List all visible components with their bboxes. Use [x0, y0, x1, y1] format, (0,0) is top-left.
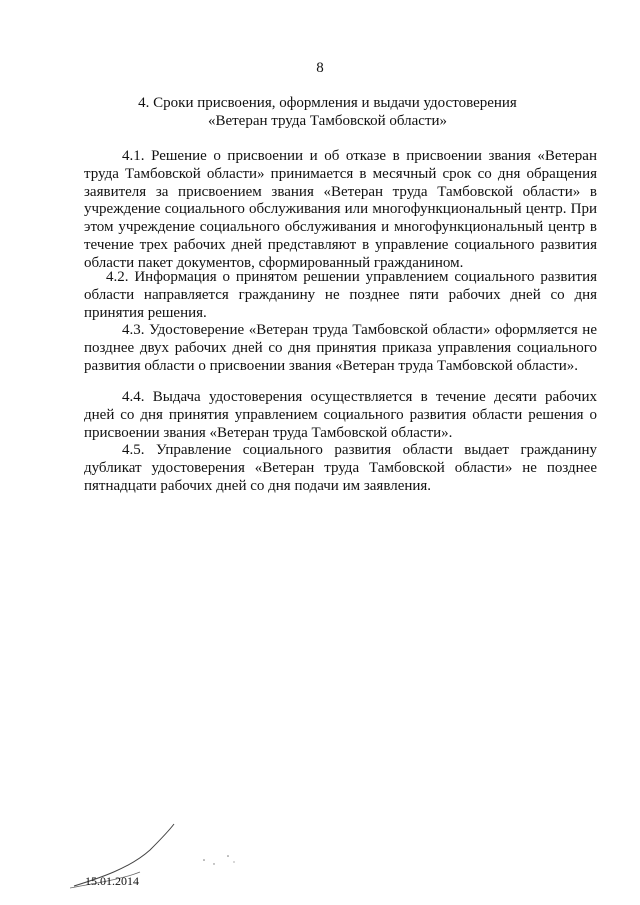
paragraph-4-3: 4.3. Удостоверение «Ветеран труда Тамбовской области» оформляется не позднее двух рабочих дней со дня принятия приказа управления социального развития области о присвоении звания «Ветеран труда Тамбовской области».	[84, 322, 597, 374]
document-date: 15.01.2014	[85, 874, 139, 888]
section-heading	[60, 94, 595, 130]
paragraph-4-5: 4.5. Управление социального развития области выдает гражданину дубликат удостоверения «Ветеран труда Тамбовской области» не позднее пятнадцати рабочих дней со дня подачи им заявления.	[84, 442, 597, 494]
paragraph-4-1: 4.1. Решение о присвоении и об отказе в присвоении звания «Ветеран труда Тамбовской области» принимается в месячный срок со дня обращения заявителя за присвоением звания «Ветеран труда Тамбовской области» в учреждение социального обслуживания или многофункциональный центр. При этом учреждение социального обслуживания и многофункциональный центр в течение трех рабочих дней представляют в управление социального развития области пакет документов, сформированный гражданином.	[84, 148, 597, 271]
scan-speckles	[200, 850, 250, 870]
page-number: 8	[316, 60, 324, 76]
section-heading-line-2: «Ветеран труда Тамбовской области»	[207, 113, 448, 129]
section-heading-line-1: 4. Сроки присвоения, оформления и выдачи удостоверения	[138, 95, 517, 111]
paragraph-4-4: 4.4. Выдача удостоверения осуществляется в течение десяти рабочих дней со дня принятия управлением социального развития области решения о присвоении звания «Ветеран труда Тамбовской области».	[84, 389, 597, 441]
paragraph-4-2: 4.2. Информация о принятом решении управлением социального развития области направляется гражданину не позднее пяти рабочих дней со дня принятия решения.	[84, 269, 597, 321]
